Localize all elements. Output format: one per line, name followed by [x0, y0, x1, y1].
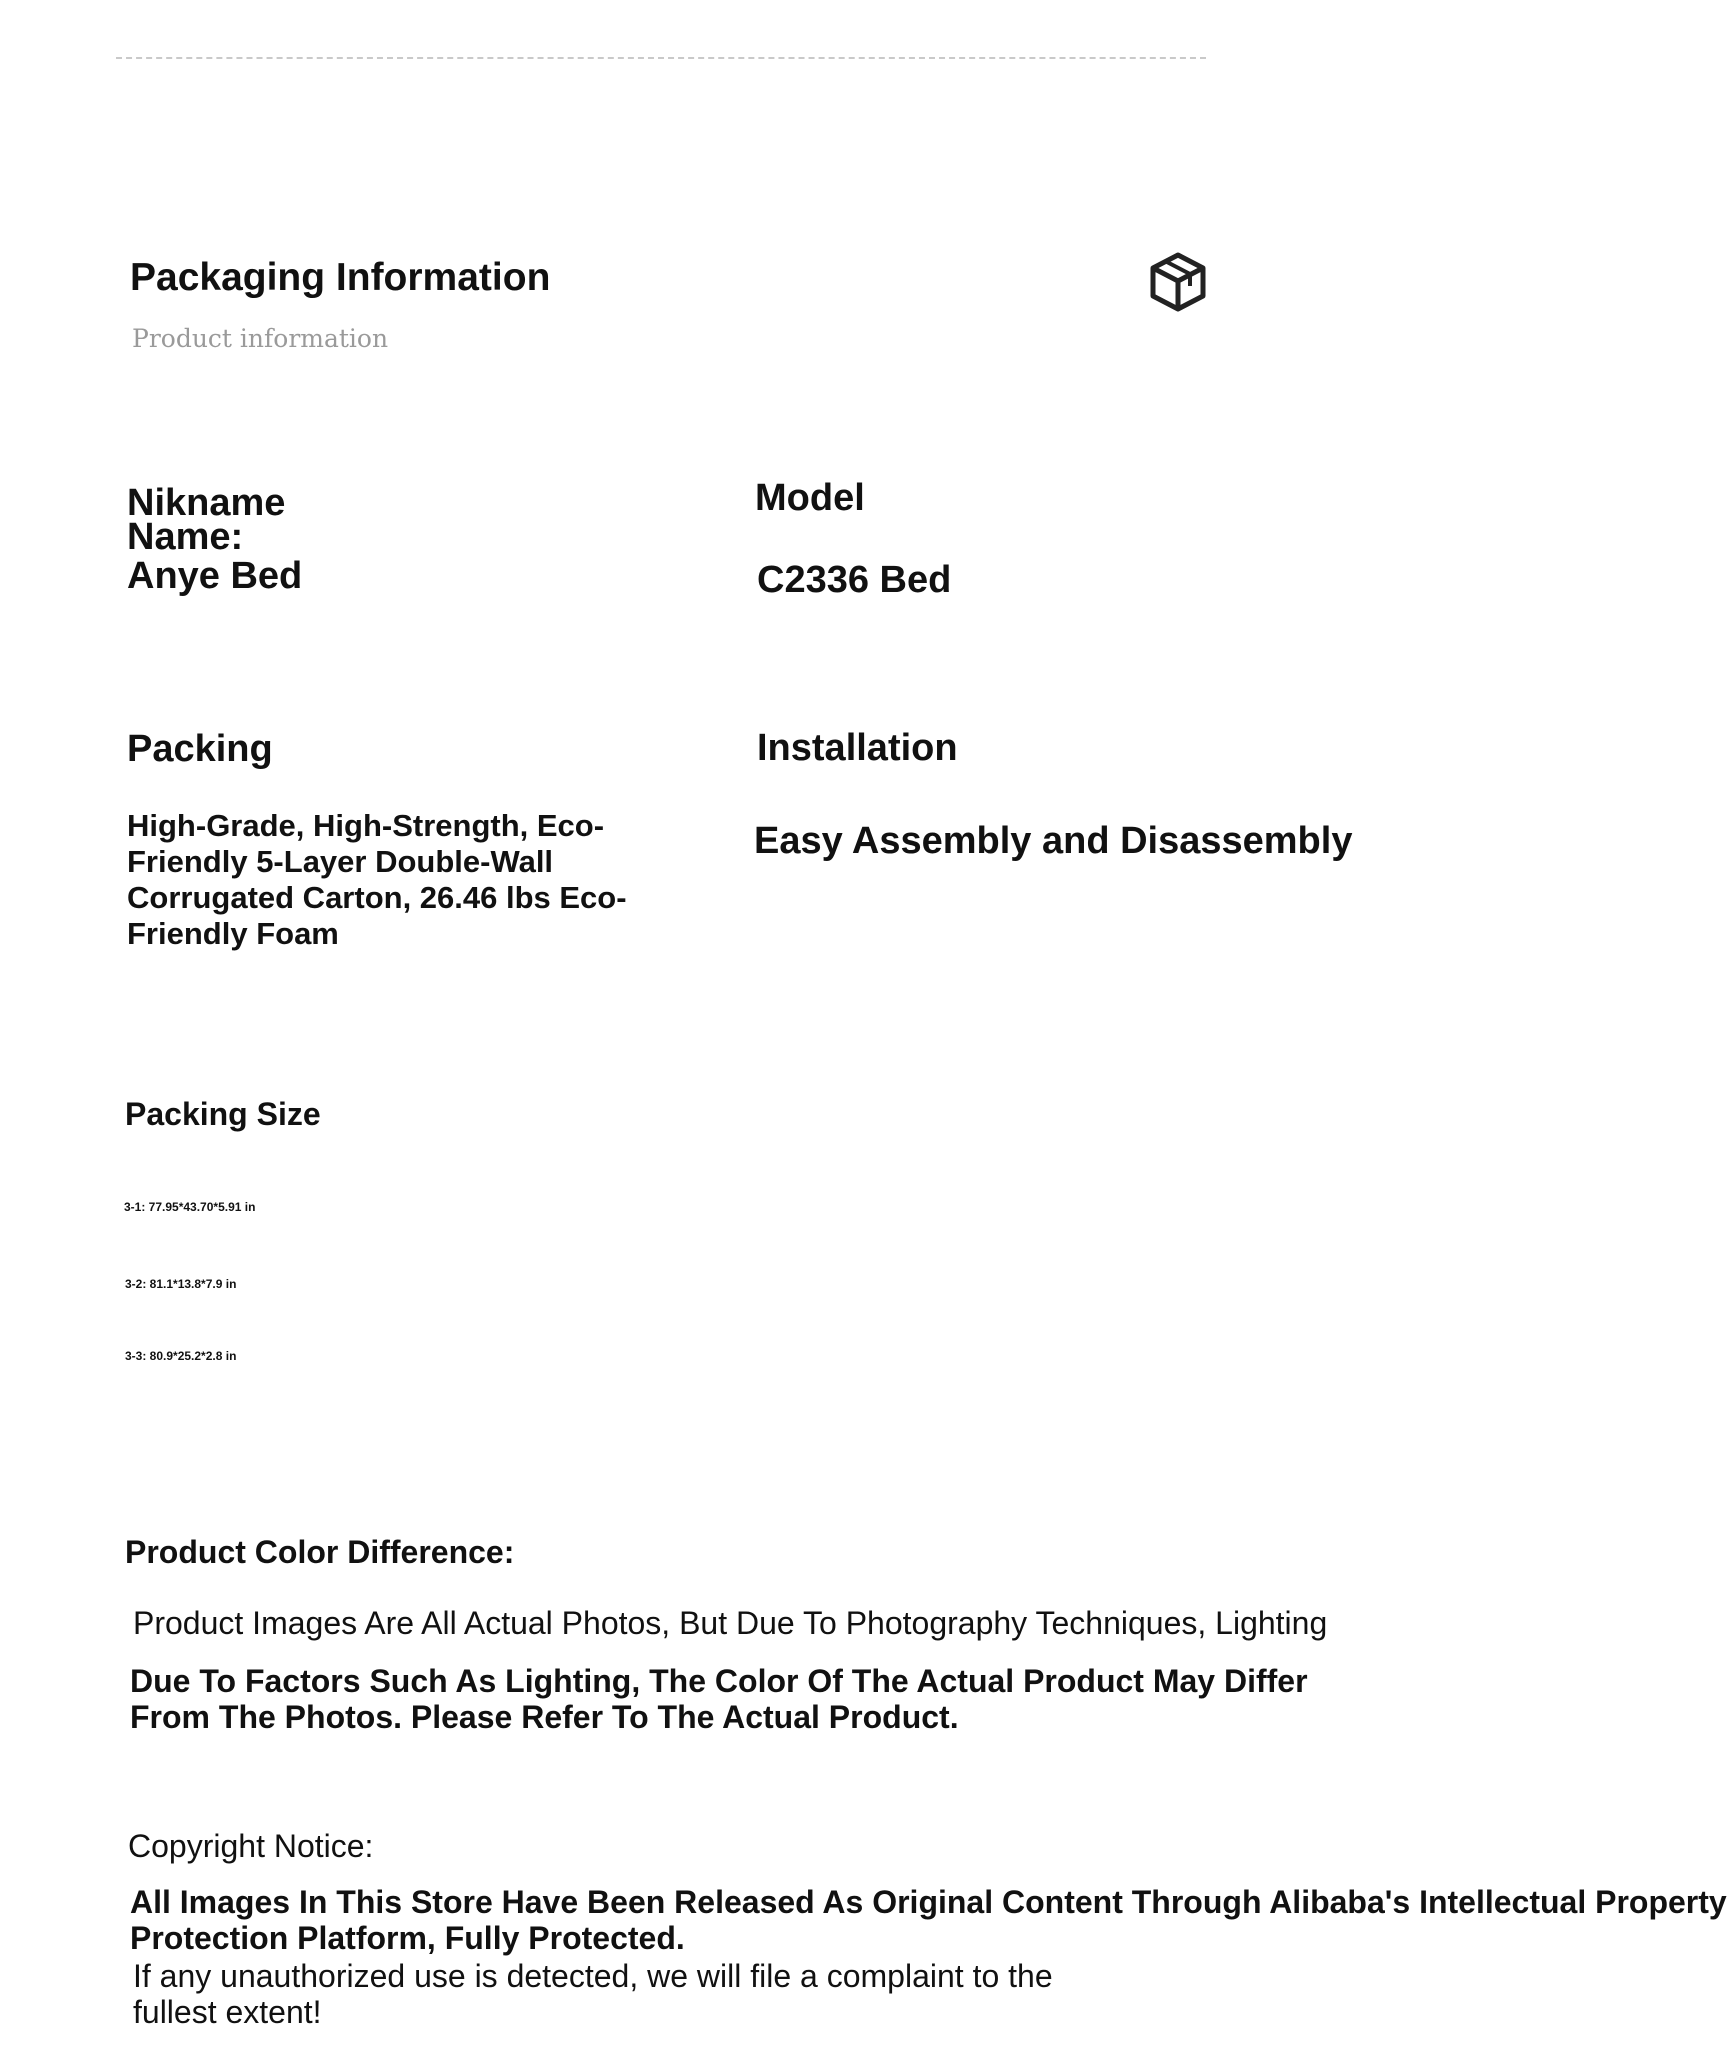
packing-size-item-1: 3-1: 77.95*43.70*5.91 in [124, 1200, 256, 1214]
color-difference-label: Product Color Difference: [125, 1534, 515, 1570]
nickname-label: Nikname Name: [127, 482, 286, 558]
nickname-value: Anye Bed [127, 555, 303, 597]
page-title: Packaging Information [130, 256, 551, 299]
packing-size-label: Packing Size [125, 1096, 321, 1132]
packing-size-item-3: 3-3: 80.9*25.2*2.8 in [125, 1349, 237, 1363]
copyright-label: Copyright Notice: [128, 1828, 374, 1864]
packing-size-item-2: 3-2: 81.1*13.8*7.9 in [125, 1277, 237, 1291]
page-subtitle: Product information [132, 324, 389, 353]
copyright-regular-text: If any unauthorized use is detected, we will file a complaint to the fullest extent! [133, 1958, 1053, 2030]
packing-label: Packing [127, 728, 273, 770]
package-box-icon [1148, 250, 1208, 314]
model-label: Model [755, 477, 865, 519]
installation-label: Installation [757, 727, 958, 769]
color-difference-line-1: Product Images Are All Actual Photos, But Due To Photography Techniques, Lighting [133, 1605, 1328, 1641]
top-dashed-divider [116, 57, 1206, 59]
color-difference-line-2: Due To Factors Such As Lighting, The Color Of The Actual Product May Differ From The Photos. Please Refer To The Actual Product. [130, 1663, 1308, 1735]
packing-value: High-Grade, High-Strength, Eco-Friendly 5-Layer Double-Wall Corrugated Carton, 26.46 lbs Eco-Friendly Foam [127, 808, 627, 951]
copyright-bold-text: All Images In This Store Have Been Released As Original Content Through Alibaba's Intellectual Property Protection Platform, Fully Protected. [130, 1884, 1727, 1956]
model-value: C2336 Bed [757, 559, 952, 601]
installation-value: Easy Assembly and Disassembly [754, 820, 1353, 862]
